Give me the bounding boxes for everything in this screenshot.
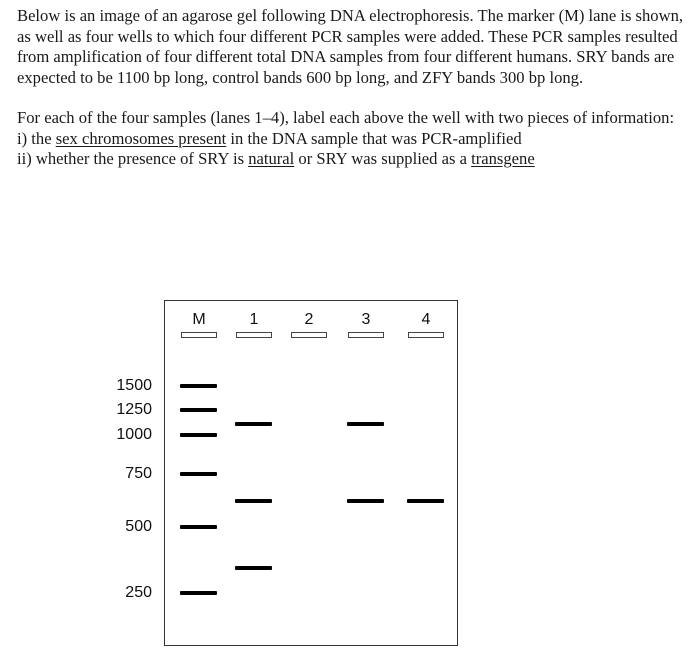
marker-size-label: 1000 <box>116 426 152 443</box>
marker-size-label: 250 <box>125 584 152 601</box>
sample-band-lane-1 <box>235 422 272 426</box>
sample-band-lane-1 <box>235 499 272 503</box>
marker-band <box>180 472 217 476</box>
lane-label-2: 2 <box>304 311 314 328</box>
question-paragraph-2: For each of the four samples (lanes 1–4), label each above the well with two pieces of information: <box>17 108 675 127</box>
well-3 <box>348 332 384 338</box>
marker-size-label: 1500 <box>116 377 152 394</box>
question-text <box>17 6 697 170</box>
question-item-ii: ii) whether the presence of SRY is natural or SRY was supplied as a transgene <box>17 149 535 168</box>
sample-band-lane-3 <box>347 422 384 426</box>
marker-band <box>180 433 217 437</box>
sample-band-lane-3 <box>347 499 384 503</box>
sample-band-lane-4 <box>407 499 444 503</box>
marker-band <box>180 591 217 595</box>
question-item-i: i) the sex chromosomes present in the DNA sample that was PCR-amplified <box>17 128 522 148</box>
lane-label-m: M <box>192 311 206 328</box>
question-paragraph-1: Below is an image of an agarose gel following DNA electrophoresis. The marker (M) lane is shown, as well as four wells to which four different PCR samples were added. These PCR samples resulted from amplification of four different total DNA samples from four different humans. SRY bands are expected to be 1100 bp long, control bands 600 bp long, and ZFY bands 300 bp long. <box>17 6 684 87</box>
well-2 <box>291 332 327 338</box>
well-m <box>181 332 217 338</box>
lane-label-1: 1 <box>249 311 259 328</box>
marker-band <box>180 384 217 388</box>
marker-size-label: 500 <box>125 518 152 535</box>
well-4 <box>408 332 444 338</box>
lane-label-4: 4 <box>421 311 431 328</box>
lane-label-3: 3 <box>361 311 371 328</box>
marker-band <box>180 525 217 529</box>
marker-size-label: 750 <box>125 465 152 482</box>
well-1 <box>236 332 272 338</box>
sample-band-lane-1 <box>235 566 272 570</box>
marker-band <box>180 408 217 412</box>
marker-size-label: 1250 <box>116 401 152 418</box>
